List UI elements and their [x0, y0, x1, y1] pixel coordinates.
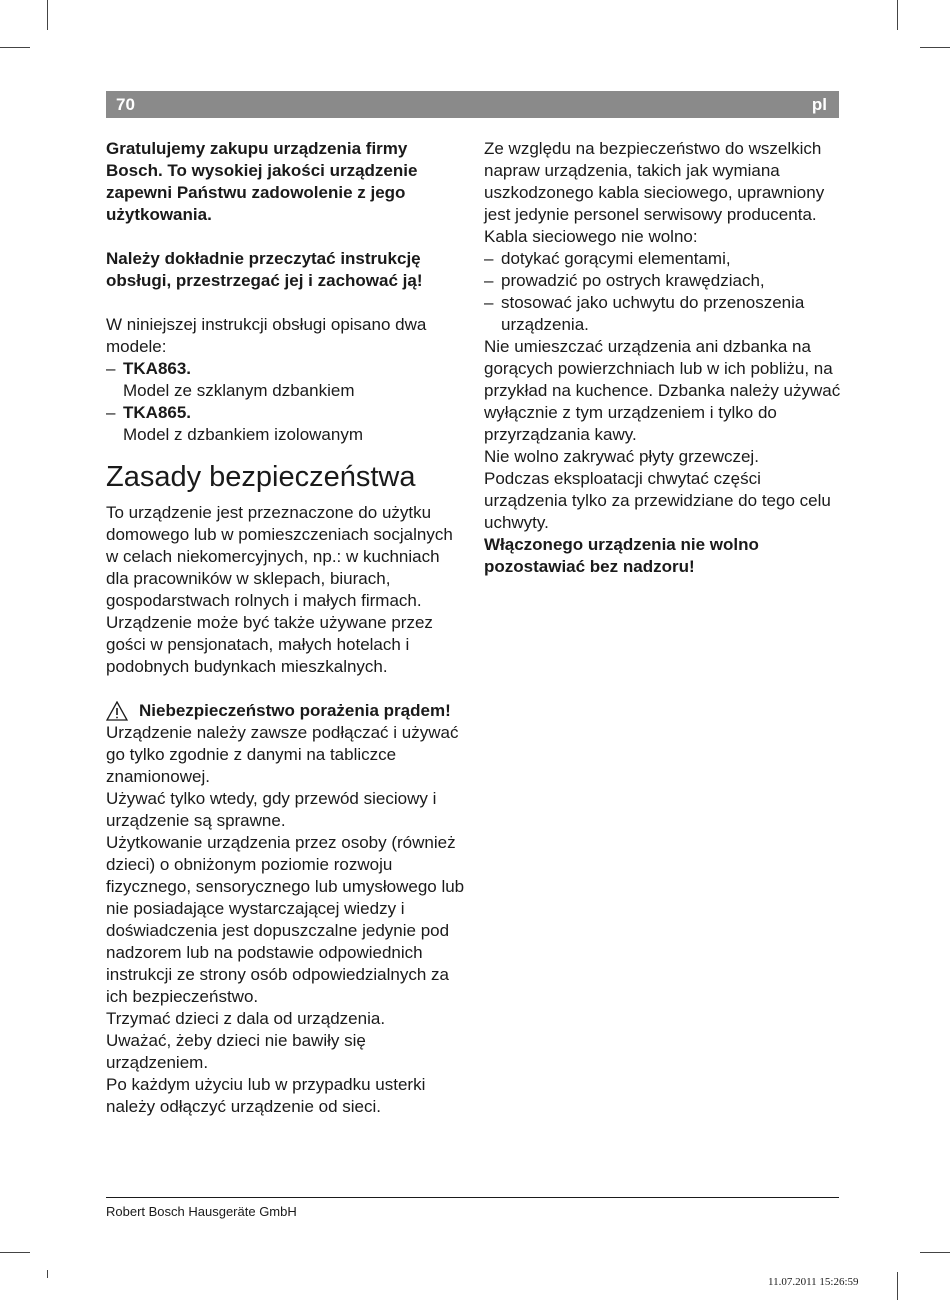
right-paragraph: Nie wolno zakrywać płyty grzewczej. [484, 447, 759, 466]
cable-intro: Kabla sieciowego nie wolno: [484, 227, 698, 246]
cable-list-item: – prowadzić po ostrych krawędziach, [484, 271, 765, 290]
crop-mark [897, 0, 898, 30]
print-timestamp: 11.07.2011 15:26:59 [768, 1276, 859, 1288]
repairs-paragraph: Ze względu na bezpieczeństwo do wszelkich napraw urządzenia, takich jak wymiana uszkodzonego kabla sieciowego, uprawniony jest jedynie personel serwisowy producenta. [484, 139, 825, 224]
model-name: TKA865. [123, 403, 192, 422]
final-warning: Włączonego urządzenia nie wolno pozostawiać bez nadzoru! [484, 535, 759, 576]
warning-paragraph: Urządzenie należy zawsze podłączać i używać go tylko zgodnie z danymi na tabliczce znamionowej. [106, 723, 459, 786]
crop-mark [920, 47, 950, 48]
right-paragraph: Nie umieszczać urządzenia ani dzbanka na gorących powierzchniach lub w ich pobliżu, na przykład na kuchence. Dzbanka należy używać wyłącznie z tym urządzeniem i tylko do przyrządzania kawy. [484, 337, 841, 444]
model-name: TKA863. [123, 359, 192, 378]
right-column [484, 138, 844, 578]
model-description: Model ze szklanym dzbankiem [123, 381, 355, 400]
crop-mark [897, 1272, 898, 1300]
warning-paragraph: Po każdym użyciu lub w przypadku usterki należy odłączyć urządzenie od sieci. [106, 1075, 426, 1116]
crop-mark [47, 1270, 48, 1278]
language-code: pl [811, 95, 827, 114]
warning-paragraph: Trzymać dzieci z dala od urządzenia. [106, 1009, 386, 1028]
model-description: Model z dzbankiem izolowanym [123, 425, 363, 444]
warning-paragraph: Używać tylko wtedy, gdy przewód sieciowy i urządzenie są sprawne. [106, 789, 437, 830]
page-header-bar [106, 91, 839, 118]
model-item: – TKA863. Model ze szklanym dzbankiem [106, 359, 355, 400]
crop-mark [0, 47, 30, 48]
crop-mark [0, 1252, 30, 1253]
cable-list-item: – stosować jako uchwytu do przenoszenia urządzenia. [484, 293, 805, 334]
warning-paragraph: Użytkowanie urządzenia przez osoby (również dzieci) o obniżonym poziomie rozwoju fizycznego, sensorycznego lub umysłowego lub nie posiadające wystarczającej wiedzy i doświadczenia jest dopuszczalne jedynie pod nadzorem lub na podstawie odpowiednich instrukcji ze strony osób odpowiedzialnych za ich bezpieczeństwo. [106, 833, 465, 1006]
model-item: – TKA865. Model z dzbankiem izolowanym [106, 403, 363, 444]
cable-item-text: prowadzić po ostrych krawędziach, [501, 271, 765, 290]
warning-paragraph: Uważać, żeby dzieci nie bawiły się urządzeniem. [106, 1031, 366, 1072]
warning-triangle-icon [106, 701, 128, 721]
warning-title-text: Niebezpieczeństwo porażenia prądem! [139, 701, 451, 720]
safety-intro: To urządzenie jest przeznaczone do użytku domowego lub w pomieszczeniach socjalnych w celach niekomercyjnych, np.: w kuchniach dla pracowników w sklepach, biurach, gospodarstwach rolnych i małych firmach. Urządzenie może być także używane przez gości w pensjonatach, małych hotelach i podobnych budynkach mieszkalnych. [106, 503, 453, 676]
safety-heading: Zasady bezpieczeństwa [106, 461, 416, 493]
footer-company: Robert Bosch Hausgeräte GmbH [106, 1204, 297, 1219]
left-column [106, 138, 466, 1118]
warning-title [106, 700, 466, 722]
read-instructions-text: Należy dokładnie przeczytać instrukcję obsługi, przestrzegać jej i zachować ją! [106, 249, 423, 290]
page-number: 70 [116, 95, 135, 114]
crop-mark [47, 0, 48, 30]
cable-item-text: dotykać gorącymi elementami, [501, 249, 731, 268]
cable-list-item: – dotykać gorącymi elementami, [484, 249, 731, 268]
models-intro: W niniejszej instrukcji obsługi opisano dwa modele: [106, 315, 427, 356]
right-paragraph: Podczas eksploatacji chwytać części urządzenia tylko za przewidziane do tego celu uchwyty. [484, 469, 831, 532]
intro-text: Gratulujemy zakupu urządzenia firmy Bosch. To wysokiej jakości urządzenie zapewni Państwu zadowolenie z jego użytkowania. [106, 139, 418, 224]
crop-mark [920, 1252, 950, 1253]
footer-divider [106, 1197, 839, 1198]
cable-item-text: stosować jako uchwytu do przenoszenia urządzenia. [501, 293, 805, 334]
